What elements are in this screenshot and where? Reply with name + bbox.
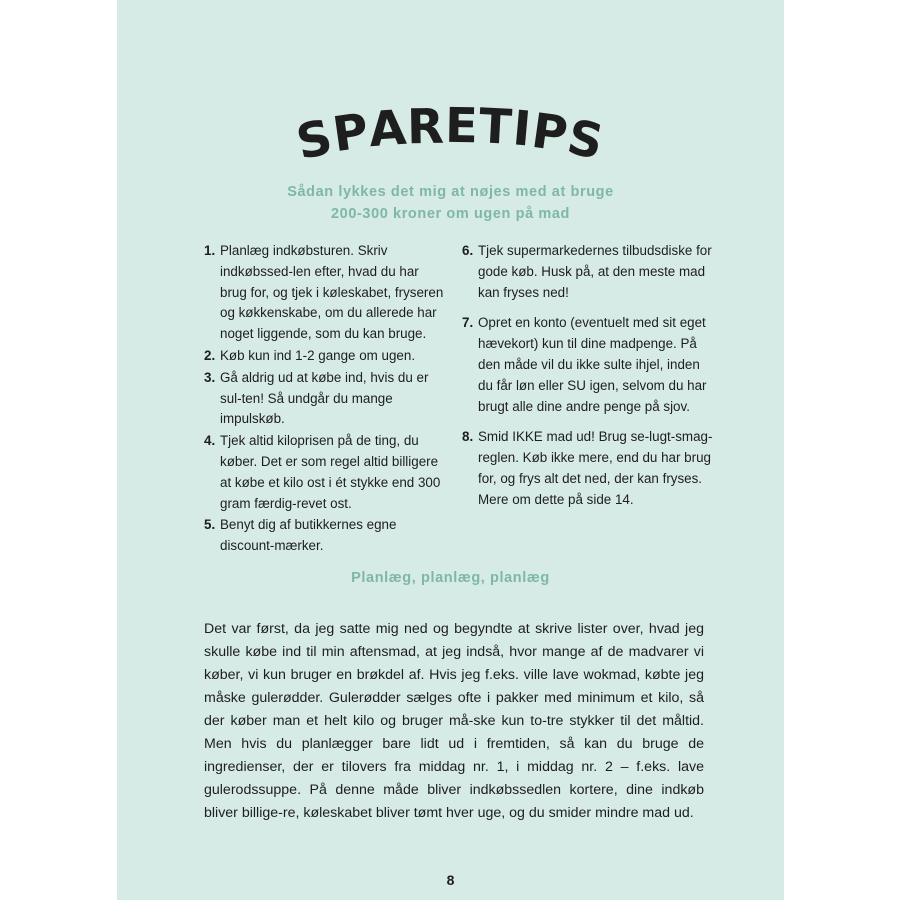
tip-item	[462, 241, 717, 303]
tip-text: Køb kun ind 1-2 gange om ugen.	[220, 347, 416, 363]
title-letter: T	[477, 98, 515, 156]
subtitle-line-2: 200-300 kroner om ugen på mad	[330, 206, 570, 222]
tip-item	[204, 368, 448, 430]
body-paragraph: Det var først, da jeg satte mig ned og begyndte at skrive lister over, hvad jeg skulle købe ind til min aftensmad, at jeg indså, hvor mange af de madvarer vi køber, vi kun bruger en brøkdel af. Hvis jeg f.eks. ville lave wokmad, købte jeg måske gulerødder. Gulerødder sælges ofte i pakker med minimum et kilo, så der køber man et helt kilo og bruger må-ske kun to-tre stykker til det måltid. Men hvis du planlægger bare lidt ud i fremtiden, så kan du bruge de ingredienser, der er tilovers fra middag nr. 1, i middag nr. 2 – f.eks. lave gulerodssuppe. På denne måde bliver indkøbssedlen kortere, dine indkøb bliver billige-re, køleskabet bliver tømt hver uge, og du smider mindre mad ud.	[204, 621, 704, 821]
tip-number: 2.	[204, 347, 216, 363]
section-heading: Planlæg, planlæg, planlæg	[351, 570, 550, 586]
tip-item	[204, 515, 448, 557]
title-letter: S	[562, 108, 609, 172]
title-letter: P	[329, 102, 373, 164]
tip-item	[462, 313, 717, 417]
book-page	[117, 0, 784, 900]
tip-number: 7.	[462, 315, 474, 331]
tip-item	[204, 241, 448, 345]
subtitle	[117, 181, 784, 225]
tips-column-left	[204, 241, 448, 558]
tip-text: Benyt dig af butikkernes egne discount-mærker.	[220, 517, 397, 554]
title-letter: I	[510, 100, 535, 158]
tip-number: 8.	[462, 429, 474, 445]
page-number: 8	[446, 872, 455, 888]
tips-column-right	[462, 241, 717, 512]
tip-text: Smid IKKE mad ud! Brug se-lugt-smag-reglen. Køb ikke mere, end du har brug for, og frys alt det ned, der kan fryses. Mere om dette på side 14.	[478, 429, 713, 507]
title-letter: A	[367, 99, 410, 159]
tip-text: Gå aldrig ud at købe ind, hvis du er sul-ten! Så undgår du mange impulskøb.	[220, 369, 429, 427]
subtitle-line-1: Sådan lykkes det mig at nøjes med at bruge	[287, 184, 614, 200]
title-letter: S	[292, 108, 339, 172]
tip-number: 1.	[204, 243, 216, 258]
page-title	[117, 97, 784, 172]
tip-text: Tjek altid kiloprisen på de ting, du køber. Det er som regel altid billigere at købe et kilo ost i ét stykke end 300 gram færdig-revet ost.	[220, 433, 441, 511]
tip-number: 6.	[462, 243, 474, 258]
tip-number: 4.	[204, 433, 216, 449]
tip-item	[462, 427, 717, 510]
title-letter: E	[444, 97, 480, 155]
tip-text: Tjek supermarkedernes tilbudsdiske for gode køb. Husk på, at den meste mad kan fryses ned!	[478, 243, 712, 300]
title-letter: P	[528, 102, 572, 164]
tip-number: 5.	[204, 517, 216, 533]
tip-text: Planlæg indkøbsturen. Skriv indkøbssed-len efter, hvad du har brug for, og tjek i køleskabet, fryseren og køkkenskabe, om du allerede har noget liggende, som du kan bruge.	[220, 243, 444, 342]
tip-number: 3.	[204, 369, 216, 385]
tip-item	[204, 346, 448, 367]
title-letter: R	[406, 98, 446, 156]
tip-item	[204, 431, 448, 514]
tip-text: Opret en konto (eventuelt med sit eget hævekort) kun til dine madpenge. På den måde vil du ikke sulte ihjel, inden du får løn eller SU igen, selvom du har brugt alle dine andre penge på sjov.	[478, 315, 707, 414]
